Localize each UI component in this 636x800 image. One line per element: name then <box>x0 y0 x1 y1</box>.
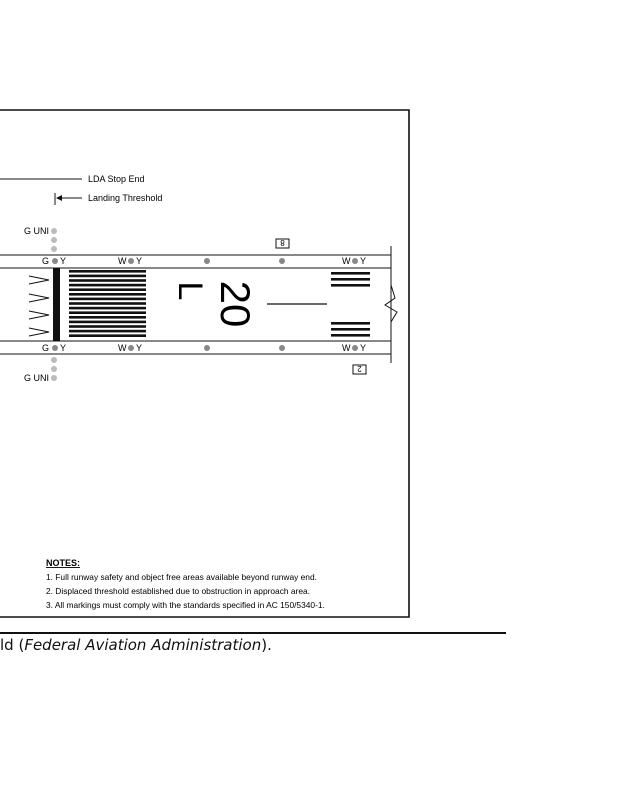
edge-light-suffix: Y <box>136 343 143 353</box>
threshold-bar <box>53 268 60 341</box>
caption-rule <box>0 632 506 634</box>
threshold-stripe <box>69 307 146 310</box>
touchdown-markings-top <box>331 272 370 287</box>
g-uni-top-label: G UNI <box>24 226 50 236</box>
threshold-stripe <box>69 293 146 296</box>
note-item: 2. Displaced threshold established due to obstruction in approach area. <box>46 586 310 596</box>
notes-heading: NOTES: <box>46 558 81 568</box>
threshold-stripe <box>69 284 146 287</box>
figure-caption <box>0 636 272 654</box>
threshold-stripe <box>69 298 146 301</box>
threshold-markings <box>69 270 146 337</box>
displaced-threshold-arrows <box>29 276 49 336</box>
threshold-stripe <box>69 302 146 305</box>
threshold-stripe <box>69 330 146 333</box>
threshold-stripe <box>69 321 146 324</box>
note-item: 3. All markings must comply with the standards specified in AC 150/5340-1. <box>46 600 325 610</box>
edge-lights-bottom <box>42 343 366 353</box>
edge-light-text: W <box>118 343 127 353</box>
threshold-stripe <box>69 316 146 319</box>
edge-light-text: W <box>342 343 351 353</box>
edge-light-text: G <box>42 343 50 353</box>
edge-light-text: W <box>118 256 127 266</box>
landing-threshold-arrowhead-icon <box>56 195 62 201</box>
threshold-stripe <box>69 288 146 291</box>
threshold-stripe <box>69 311 146 314</box>
sign-bottom-number: 2 <box>357 364 362 373</box>
edge-light-text: G <box>42 256 50 266</box>
caption-prefix: ld ( <box>0 636 25 654</box>
threshold-stripe <box>69 325 146 328</box>
edge-light-suffix: Y <box>60 256 67 266</box>
threshold-stripe <box>69 334 146 337</box>
edge-light-text: W <box>342 256 351 266</box>
runway-letter: L <box>171 281 210 301</box>
lda-stop-end-label: LDA Stop End <box>88 174 145 184</box>
threshold-stripe <box>69 270 146 273</box>
sign-top-number: 8 <box>280 238 285 247</box>
edge-light-suffix: Y <box>360 256 367 266</box>
caption-suffix: ). <box>261 636 272 654</box>
threshold-lights-top <box>51 228 57 252</box>
caption-source: Federal Aviation Administration <box>24 636 262 654</box>
edge-light-suffix: Y <box>136 256 143 266</box>
threshold-stripe <box>69 279 146 282</box>
landing-threshold-label: Landing Threshold <box>88 193 163 203</box>
figure-frame <box>0 110 409 617</box>
edge-light-suffix: Y <box>60 343 67 353</box>
threshold-stripe <box>69 275 146 278</box>
note-item: 1. Full runway safety and object free areas available beyond runway end. <box>46 572 317 582</box>
edge-light-suffix: Y <box>360 343 367 353</box>
g-uni-bottom-label: G UNI <box>24 373 50 383</box>
runway-number: 20 <box>211 280 259 328</box>
edge-lights-top <box>42 256 366 266</box>
threshold-lights-bottom <box>51 357 57 381</box>
touchdown-markings-bottom <box>331 322 370 337</box>
